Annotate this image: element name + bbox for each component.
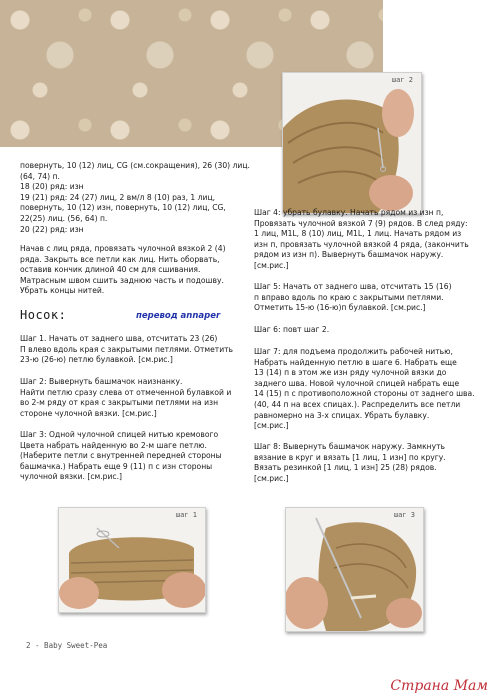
photo-step-2 — [282, 72, 422, 214]
text-line: рядом из изн п). Вывернуть башмачок наружу. — [254, 250, 444, 260]
step3-text — [20, 430, 260, 483]
text-line: Начав с лиц ряда, провязать чулочной вязкой 2 (4) — [20, 244, 226, 253]
text-line: 14 (15) п с противоположной стороны от заднего шва. — [254, 389, 475, 399]
text-line: 23-ю (26-ю) петлю булавкой. [см.рис.] — [20, 355, 173, 365]
text-line: [см.рис.] — [254, 421, 289, 431]
text-line: стороне чулочной вязки. [см.рис.] — [20, 408, 157, 418]
text-line: башмачка.) Набрать еще 9 (11) п с изн стороны — [20, 461, 213, 471]
step5-text — [254, 282, 490, 314]
text-line: вязание в круг и вязать [1 лиц, 1 изн] по кругу. — [254, 452, 446, 462]
text-line: [см.рис.] — [254, 260, 289, 270]
photo-step-1-image — [59, 508, 205, 612]
text-line: 1 лиц, M1L, 8 (10) лиц, M1L, 1 лиц. Начать рядом из — [254, 229, 462, 239]
text-line: Найти петлю сразу слева от отмеченной булавкой и — [20, 387, 232, 397]
text-line: (64, 74) п. — [20, 171, 60, 181]
text-line: п вправо вдоль по краю с закрытыми петлями. — [254, 292, 444, 302]
text-line: Шаг 7: для подъема продолжить рабочей нитью, — [254, 347, 453, 356]
translation-note: перевод annaper — [136, 311, 221, 321]
watermark: Страна Мам — [390, 678, 488, 694]
step1-text — [20, 334, 260, 366]
step2-text — [20, 377, 260, 419]
text-line: 18 (20) ряд: изн — [20, 182, 84, 192]
photo-step-1 — [58, 507, 206, 613]
step4-text — [254, 208, 490, 272]
text-line: Вязать резинкой [1 лиц, 1 изн] 25 (28) рядов. — [254, 463, 437, 473]
text-line: Цвета набрать найденную во 2-м шаге петлю. — [20, 440, 207, 450]
text-line: Шаг 5: Начать от заднего шва, отсчитать 15 (16) — [254, 282, 452, 291]
col1-mid-text — [20, 244, 260, 297]
text-line: Шаг 6: повт шаг 2. — [254, 325, 330, 334]
text-line: П влево вдоль края с закрытыми петлями. Отметить — [20, 344, 234, 354]
text-line: ряда. Закрыть все петли как лиц. Нить оборвать, — [20, 254, 220, 264]
text-line: заднего шва. Новой чулочной спицей набрать еще — [254, 378, 460, 388]
text-line: Убрать концы нитей. — [20, 286, 105, 296]
text-line: [см.рис.] — [254, 473, 289, 483]
step8-text — [254, 442, 490, 484]
text-line: во 2-м ряду от края с закрытыми петлями на изн — [20, 398, 219, 408]
photo-step-3-label: шаг 3 — [393, 511, 415, 519]
text-line: Матрасным швом сшить заднюю часть и подошву. — [20, 275, 224, 285]
text-line: 20 (22) ряд: изн — [20, 224, 84, 234]
photo-step-3 — [285, 507, 424, 632]
text-line: 13 (14) п в этом же изн ряду чулочной вязки до — [254, 368, 447, 378]
text-line: Набрать найденную петлю в шаге 6. Набрать еще — [254, 357, 457, 367]
text-line: Шаг 4: убрать булавку. Начать рядом из изн п, — [254, 208, 444, 217]
text-line: (40, 44 п на всех спицах.). Распределить все петли — [254, 399, 461, 409]
text-line: равномерно на 3-х спицах. Убрать булавку. — [254, 410, 430, 420]
text-line: Шаг 1. Начать от заднего шва, отсчитать 23 (26) — [20, 334, 218, 343]
photo-step-2-image — [283, 73, 421, 213]
text-line: (Наберите петли с внутренней передней стороны — [20, 451, 222, 461]
step7-text — [254, 347, 490, 432]
col1-top-text — [20, 161, 260, 235]
step6-text — [254, 325, 490, 336]
text-line: Шаг 8: Вывернуть башмачок наружу. Замкнуть — [254, 442, 446, 451]
section-heading: Носок: — [20, 308, 67, 322]
text-line: 19 (21) ряд: 24 (27) лиц, 2 вм/л 8 (10) раз, 1 лиц, — [20, 192, 216, 202]
text-line: изн п, провязать чулочной вязкой 4 ряда, (закончить — [254, 239, 469, 249]
photo-step-3-image — [286, 508, 423, 631]
photo-step-1-label: шаг 1 — [175, 511, 197, 519]
text-line: чулочной вязки. [см.рис.] — [20, 472, 122, 482]
text-line: оставив кончик длиной 40 см для сшивания. — [20, 265, 201, 275]
text-line: повернуть, 10 (12) лиц, CG (см.сокращения), 26 (30) лиц. — [20, 161, 250, 170]
text-line: Провязать чулочной вязкой 7 (9) рядов. В след ряду: — [254, 218, 468, 228]
text-line: Шаг 3: Одной чулочной спицей нитью кремового — [20, 430, 219, 439]
page-footer: 2 - Baby Sweet-Pea — [26, 641, 108, 650]
text-line: повернуть, 10 (12) изн, повернуть, 10 (12) лиц, CG, — [20, 203, 226, 213]
text-line: Шаг 2: Вывернуть башмачок наизнанку. — [20, 377, 183, 386]
text-line: 22(25) лиц. (56, 64) п. — [20, 213, 108, 223]
text-line: Отметить 15-ю (16-ю)п булавкой. [см.рис.] — [254, 303, 426, 313]
photo-step-2-label: шаг 2 — [391, 76, 413, 84]
